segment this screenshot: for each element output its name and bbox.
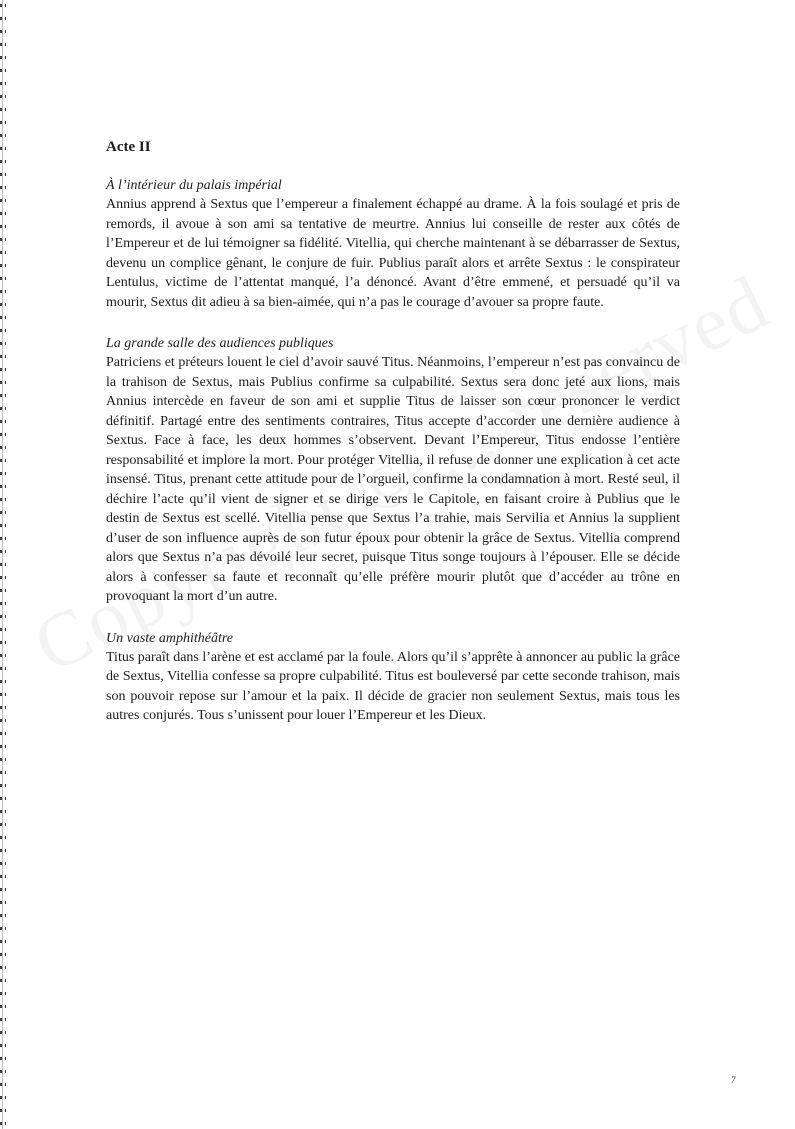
scene-section-2 (106, 334, 680, 607)
page-number: 7 (731, 1075, 736, 1085)
synopsis-body (106, 138, 680, 748)
act-title: Acte II (106, 139, 151, 155)
scene-text: Patriciens et préteurs louent le ciel d’avoir sauvé Titus. Néanmoins, l’empereur n’est pas convaincu de la trahison de Sextus, mais Publius confirme sa culpabilité. Sextus sera donc jeté aux lions, mais Annius intercède en faveur de son ami et supplie Titus de laisser son cœur prononcer le verdict définitif. Partagé entre des sentiments contraires, Titus accepte d’accorder une dernière audience à Sextus. Face à face, les deux hommes s’observent. Devant l’Empereur, Titus endosse l’entière responsabilité et implore la mort. Pour protéger Vitellia, il refuse de donner une explication à cet acte insensé. Titus, prenant cette attitude pour de l’orgueil, confirme la condamnation à mort. Resté seul, il déchire l’acte qu’il vient de signer et se dirige vers le Capitole, en faisant croire à Publius que le destin de Sextus est scellé. Vitellia pense que Sextus l’a trahie, mais Servilia et Annius la supplient d’user de son influence auprès de son futur époux pour obtenir la grâce de Sextus. Vitellia comprend alors que Sextus n’a pas dévoilé leur secret, puisque Titus songe toujours à l’épouser. Elle se décide alors à confesser sa faute et reconnaît qu’elle préfère mourir plutôt que d’accéder au trône en provoquant la mort d’un autre. (106, 355, 680, 604)
scene-section-1 (106, 176, 680, 312)
scene-heading: La grande salle des audiences publiques (106, 336, 334, 351)
scene-heading: À l’intérieur du palais impérial (106, 178, 282, 193)
scene-section-3 (106, 629, 680, 726)
binding-holes (0, 0, 14, 1129)
scene-text: Annius apprend à Sextus que l’empereur a finalement échappé au drame. À la fois soulagé et pris de remords, il avoue à son ami sa tentative de meurtre. Annius lui conseille de rester aux côtés de l’Empereur et de lui témoigner sa fidélité. Vitellia, qui cherche maintenant à se débarrasser de Sextus, devenu un complice gênant, le conjure de fuir. Publius paraît alors et arrête Sextus : le conspirateur Lentulus, victime de l’attentat manqué, l’a dénoncé. Avant d’être emmené, et persuadé qu’il va mourir, Sextus dit adieu à sa bien-aimée, qui n’a pas le courage d’avouer sa propre faute. (106, 197, 680, 310)
scene-heading: Un vaste amphithéâtre (106, 630, 234, 646)
scene-text: Titus paraît dans l’arène et est acclamé par la foule. Alors qu’il s’apprête à annoncer au public la grâce de Sextus, Vitellia confesse sa propre culpabilité. Titus est bouleversé par cette seconde trahison, mais son pouvoir repose sur l’amour et la paix. Il décide de gracier non seulement Sextus, mais tous les autres conjurés. Tous s’unissent pour louer l’Empereur et les Dieux. (106, 649, 680, 723)
